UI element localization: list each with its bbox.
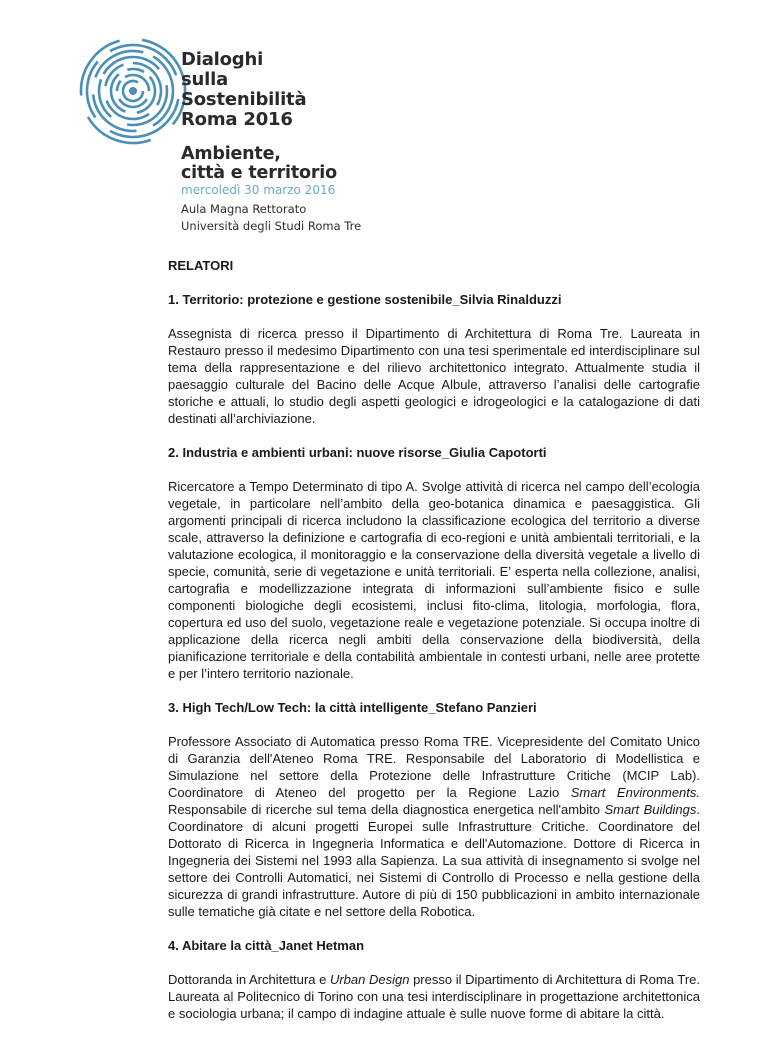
event-title — [181, 145, 337, 183]
speakers-section — [168, 257, 700, 1039]
event-title-line: città e territorio — [181, 163, 337, 183]
logo-center-dot — [129, 87, 137, 95]
event-date: mercoledì 30 marzo 2016 — [181, 183, 336, 197]
bio-text: presso il Dipartimento di Architettura di Roma Tre. Laureata al Politecnico di Torino con una tesi interdisciplinare in progettazione architettonica e sociologia urbana; il campo di indagine attuale è sulle nuove forme di abitare la città. — [168, 972, 700, 1021]
speaker-bio — [168, 971, 700, 1022]
brand-line: Roma 2016 — [181, 109, 293, 130]
speaker-bio — [168, 325, 700, 427]
section-label: RELATORI — [168, 258, 234, 273]
brand-line: sulla — [181, 69, 229, 90]
brand-line: Dialoghi — [181, 49, 264, 70]
speaker-heading: 3. High Tech/Low Tech: la città intelligente_Stefano Panzieri — [168, 700, 537, 715]
speaker-heading: 4. Abitare la città_Janet Hetman — [168, 938, 365, 953]
bio-text: Responsabile di ricerche sul tema della diagnostica energetica nell'ambito — [168, 802, 605, 817]
bio-text: Assegnista di ricerca presso il Dipartimento di Architettura di Roma Tre. Laureata in Restauro presso il medesimo Dipartimento con una tesi sperimentale ed interdisciplinare sul tema della rappresentazione e del rilievo architettonico integrato. Attualmente studia il paesaggio culturale del Bacino delle Acque Albule, attraverso l’analisi delle cartografie storiche e attuali, lo studio degli aspetti geologici e idrogeologici e la catalogazione di dati destinati all’archiviazione. — [168, 326, 700, 426]
logo-ring-arc — [127, 69, 144, 72]
venue-line: Aula Magna Rettorato — [181, 202, 307, 216]
speaker-heading: 1. Territorio: protezione e gestione sostenibile_Silvia Rinalduzzi — [168, 292, 562, 307]
speaker-heading: 2. Industria e ambienti urbani: nuove risorse_Giulia Capotorti — [168, 445, 547, 460]
conference-logo-icon — [78, 36, 188, 146]
bio-emphasis: Urban Design — [329, 972, 410, 987]
bio-text: Ricercatore a Tempo Determinato di tipo A. Svolge attività di ricerca nel campo dell’ecologia vegetale, in particolare nell’ambito della geo-botanica dinamica e paesaggistica. Gli argomenti principali di ricerca includono la classificazione ecologica del territorio a diverse scale, attraverso la definizione e cartografia di eco-regioni e unità ambientali territoriali, e la valutazione ecologica, il monitoraggio e la conservazione della diversità vegetale a livello di specie, comunità, serie di vegetazione e unità territoriali. E’ esperta nella collezione, analisi, cartografia e modellizzazione integrata di informazioni sull’ambiente fisico e sulle componenti biologiche degli ecosistemi, inclusi fito-clima, litologia, morfologia, flora, copertura ed uso del suolo, vegetazione reale e vegetazione potenziale. Si occupa inoltre di applicazione della ricerca negli ambiti della conservazione della biodiversità, della pianificazione territoriale e della contabilità ambientale in contesti urbani, nelle aree protette e per l’intero territorio nazionale. — [168, 479, 700, 681]
bio-text: Dottoranda in Architettura e — [168, 972, 330, 987]
conference-brand — [181, 50, 306, 130]
bio-emphasis: Smart Buildings — [604, 802, 697, 817]
bio-emphasis: Smart Environments. — [570, 785, 700, 800]
speaker-bio — [168, 478, 700, 682]
speakers-list — [168, 291, 700, 1022]
logo-ring-arc — [117, 81, 121, 91]
bio-text: Professore Associato di Automatica presso Roma TRE. Vicepresidente del Comitato Unico di Garanzia dell'Ateneo Roma TRE. Responsabile del Laboratorio di Modellistica e Simulazione nel settore della Protezione delle Infrastrutture Critiche (MCIP Lab). Coordinatore di Ateneo del progetto per la Regione Lazio — [168, 734, 700, 800]
speaker-bio — [168, 733, 700, 920]
logo-ring-arc — [142, 40, 185, 125]
event-title-line: Ambiente, — [181, 144, 281, 164]
venue-line: Università degli Studi Roma Tre — [181, 219, 362, 233]
bio-text: . Coordinatore di alcuni progetti Europei sulle Infrastrutture Critiche. Coordinatore del Dottorato di Ricerca in Ingegneria Informatica e dell'Automazione. Dottore di Ricerca in Ingegneria dei Sistemi nel 1993 alla Sapienza. La sua attività di insegnamento si svolge nel settore dei Controlli Automatici, nei Sistemi di Controllo di Processo e nella gestione della sicurezza di grandi infrastrutture. Autore di più di 150 pubblicazioni in ambito internazionale sulle tematiche già citate e nel settore della Robotica. — [168, 802, 700, 919]
brand-line: Sostenibilità — [181, 89, 307, 110]
event-venue — [181, 201, 361, 235]
